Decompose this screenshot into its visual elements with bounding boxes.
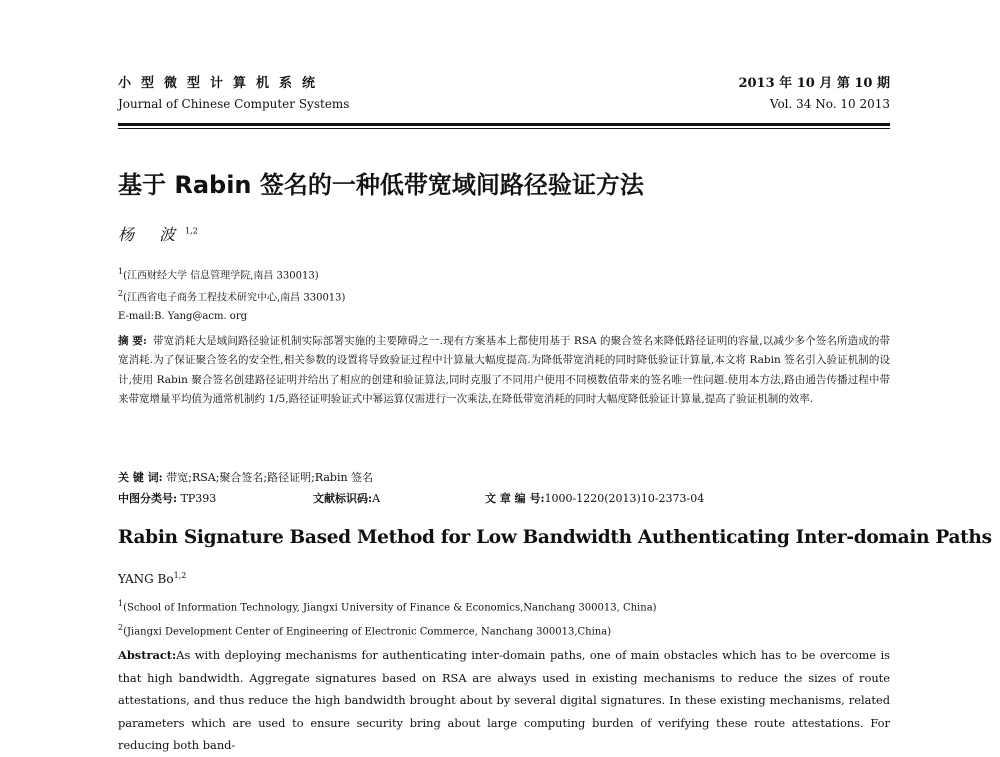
volume-number: Vol. 34 No. 10 2013 [769, 97, 890, 111]
keywords-cn-text: 带宽;RSA;聚合签名;路径证明;Rabin 签名 [166, 471, 374, 484]
journal-name-cn: 小型微型计算机系统 [118, 76, 326, 91]
paper-title-en: Rabin Signature Based Method for Low Bandwidth Authenticating Inter-domain Paths [118, 527, 992, 548]
affiliation-cn-1: $^1$(江西财经大学 信息管理学院,南昌 330013) [118, 267, 319, 282]
clc-number: TP393 [180, 492, 217, 505]
doc-code-label: 文献标识码: [313, 492, 373, 505]
affiliation-cn-2: $^2$(江西省电子商务工程技术研究中心,南昌 330013) [118, 289, 346, 304]
paper-title-cn: 基于 Rabin 签名的一种低带宽域间路径验证方法 [118, 171, 644, 199]
issue-date-cn: 2013 年 10 月 第 10 期 [738, 76, 890, 91]
abstract-en [118, 644, 890, 757]
header-rule-thick [118, 123, 890, 126]
article-number-label: 文 章 编 号: [485, 492, 545, 505]
affiliation-en-1: $^1$(School of Information Technology, Jiangxi University of Finance & Economics,Nanchang 300013, China) [118, 599, 657, 614]
author-en [118, 571, 186, 586]
author-name-cn: 杨 波 [118, 225, 186, 244]
abstract-en-text: As with deploying mechanisms for authenticating inter-domain paths, one of main obstacles which has to be overcome is that high bandwidth. Aggregate signatures based on RSA are always used in existing mechanisms to reduce the sizes of route attestations, and thus reduce the high bandwidth brought about by several digital signatures. In these existing mechanisms, related parameters which are used to ensure security bring about large computing burden of verifying these route attestations. For reducing both band- [118, 648, 890, 752]
author-cn [118, 222, 198, 245]
journal-header [118, 72, 890, 111]
author-en-sup: 1,2 [173, 571, 187, 580]
affiliations-en [118, 594, 657, 643]
author-email: E-mail:B. Yang@acm. org [118, 310, 248, 322]
affiliation-en-2: $^2$(Jiangxi Development Center of Engineering of Electronic Commerce, Nanchang 300013,China) [118, 623, 612, 638]
abstract-cn-label: 摘 要: [118, 335, 147, 347]
abstract-en-label: Abstract: [118, 648, 177, 662]
abstract-cn-text: 带宽消耗大是域间路径验证机制实际部署实施的主要障碍之一.现有方案基本上都使用基于 RSA 的聚合签名来降低路径证明的容量,以减少多个签名所造成的带宽消耗.为了保证聚合签名的安全性,相关参数的设置将导致验证过程中计算量大幅度提高.为降低带宽消耗的同时降低验证计算量,本文将 Rabin 签名引入验证机制的设计,使用 Rabin 聚合签名创建路径证明并给出了相应的创建和验证算法,同时克服了不同用户使用不同模数值带来的签名唯一性问题.使用本方法,路由通告传播过程中带来带宽增量平均值为通常机制约 1/5,路径证明验证式中幂运算仅需进行一次乘法,在降低带宽消耗的同时大幅度降低验证计算量,提高了验证机制的效率. [118, 335, 890, 406]
author-affil-sup: 1,2 [185, 226, 198, 236]
clc-label: 中图分类号: [118, 492, 178, 505]
keywords-cn-label: 关 键 词: [118, 471, 163, 484]
abstract-cn [118, 332, 890, 410]
article-number: 1000-1220(2013)10-2373-04 [544, 492, 705, 505]
journal-name-en: Journal of Chinese Computer Systems [118, 97, 350, 111]
doc-code: A [372, 492, 381, 505]
affiliations-cn [118, 263, 345, 326]
header-rule-thin [118, 128, 890, 129]
keywords-cn [118, 469, 373, 485]
author-name-en: YANG Bo [118, 572, 174, 586]
